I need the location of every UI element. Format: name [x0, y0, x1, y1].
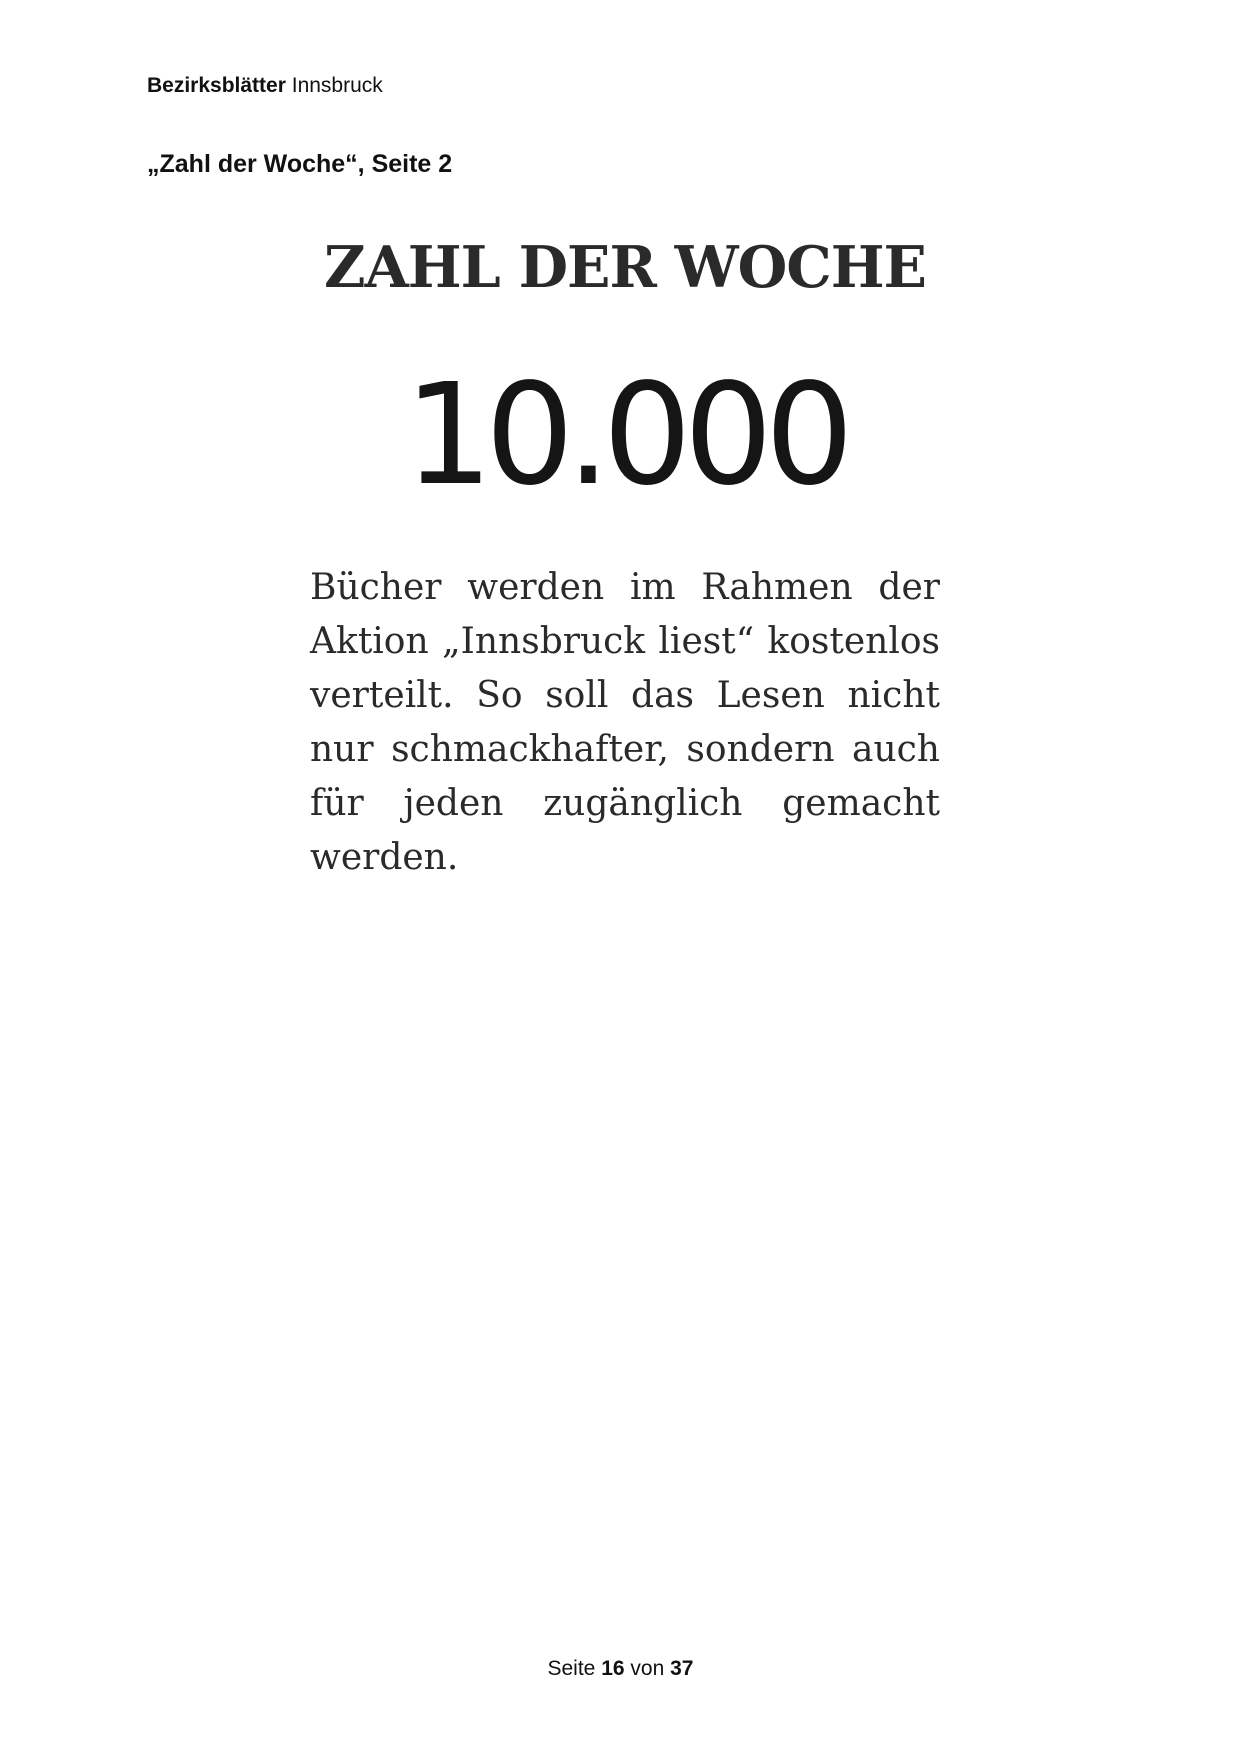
clipping-body-text: Bücher werden im Rahmen der Aktion „Innsbruck liest“ kostenlos verteilt. So soll das Lesen nicht nur schmackhafter, sondern auch für jeden zugänglich gemacht werden. [310, 567, 940, 878]
clipping-number: 10.000 [404, 354, 846, 517]
newspaper-clipping [310, 225, 940, 885]
publication-name: Bezirksblätter [147, 74, 286, 97]
footer-middle: von [630, 1657, 665, 1680]
footer-page-number: 16 [601, 1657, 625, 1680]
section-reference: „Zahl der Woche“, Seite 2 [147, 150, 453, 178]
publication-location: Innsbruck [291, 74, 383, 97]
publication-line [147, 72, 383, 100]
clipping-heading: ZAHL DER WOCHE [323, 234, 927, 301]
footer-total-pages: 37 [670, 1657, 694, 1680]
page-footer [0, 1655, 1241, 1683]
footer-prefix: Seite [547, 1657, 596, 1680]
